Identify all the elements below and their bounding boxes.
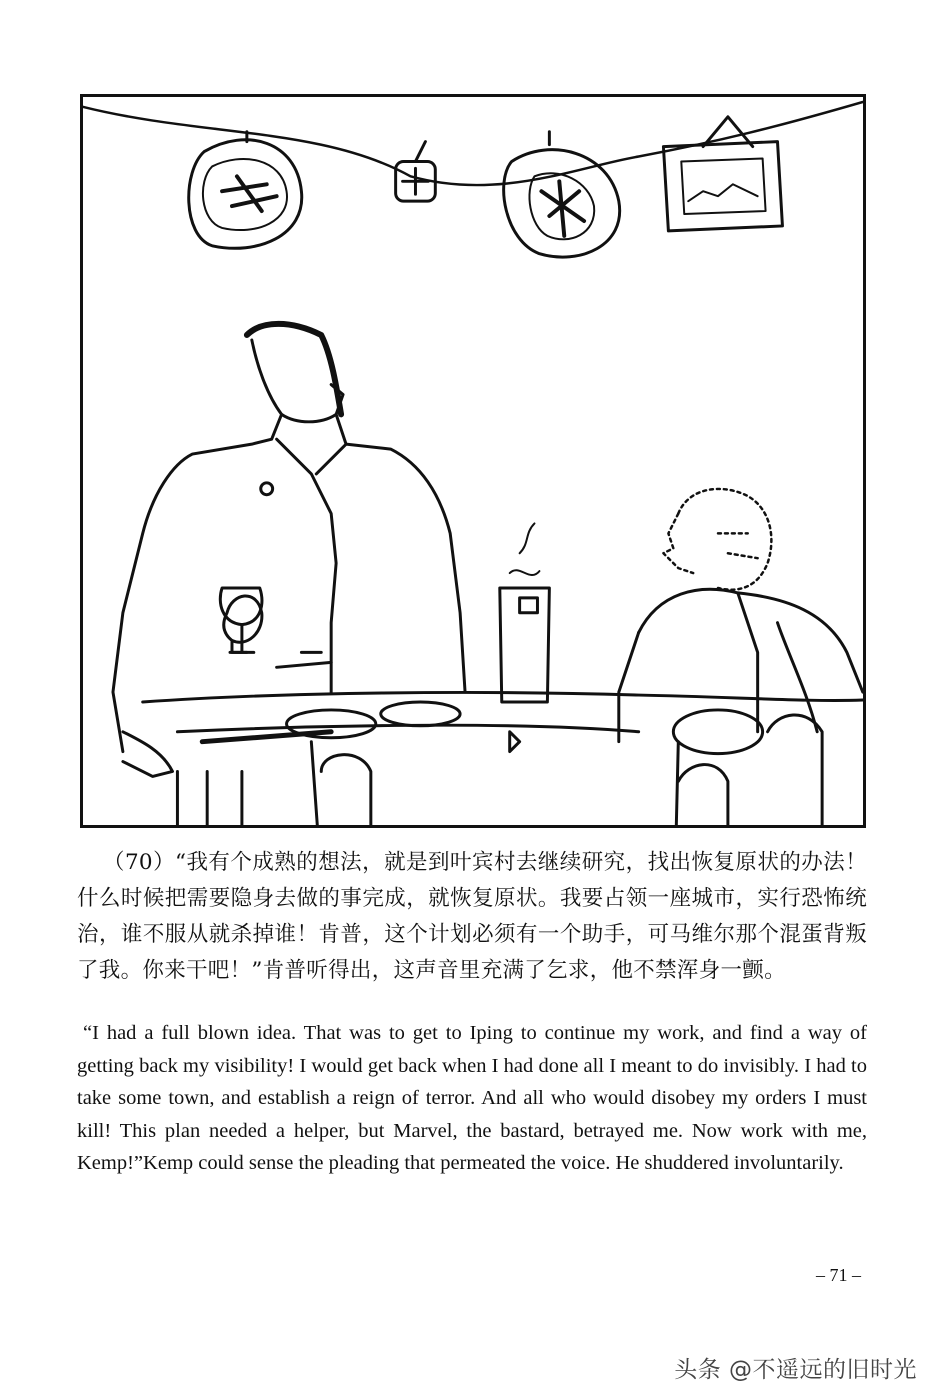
round-picture-left-icon xyxy=(189,132,302,249)
round-picture-right-icon xyxy=(504,132,620,257)
chinese-paragraph: （70）“我有个成熟的想法，就是到叶宾村去继续研究，找出恢复原状的办法！什么时候把需要隐身去做的事完成，就恢复原状。我要占领一座城市，实行恐怖统治，谁不服从就杀掉谁！肯普，这个计划必须有一个助手，可马维尔那个混蛋背叛了我。你来干吧！”肯普听得出，这声音里充满了乞求，他不禁浑身一颤。 xyxy=(77,850,867,983)
ghost-man-figure-icon xyxy=(663,489,771,590)
landscape-picture-icon xyxy=(663,117,782,231)
dinner-scene-drawing xyxy=(83,97,863,825)
english-paragraph xyxy=(77,1017,867,1180)
standing-man-figure-icon xyxy=(113,324,465,777)
dinner-table-icon xyxy=(143,692,863,825)
seated-man-body-icon xyxy=(619,589,863,741)
steaming-cup-icon xyxy=(500,523,550,702)
page-number: – 71 – xyxy=(816,1265,861,1285)
watermark: 头条 @不遥远的旧时光 xyxy=(674,1357,917,1383)
illustration-frame xyxy=(80,94,866,828)
english-paragraph-text: “I had a full blown idea. That was to get to Iping to continue my work, and find a way of getting back my visibility! I would get back when I had done all I meant to do invisibly. I had to take some town, and establish a reign of terror. And all who would disobey my orders I must kill! This plan needed a helper, but Marvel, the bastard, betrayed me. Now work with me, Kemp!”Kemp could sense the pleading that permeated the voice. He shuddered involuntarily. xyxy=(77,1022,867,1174)
